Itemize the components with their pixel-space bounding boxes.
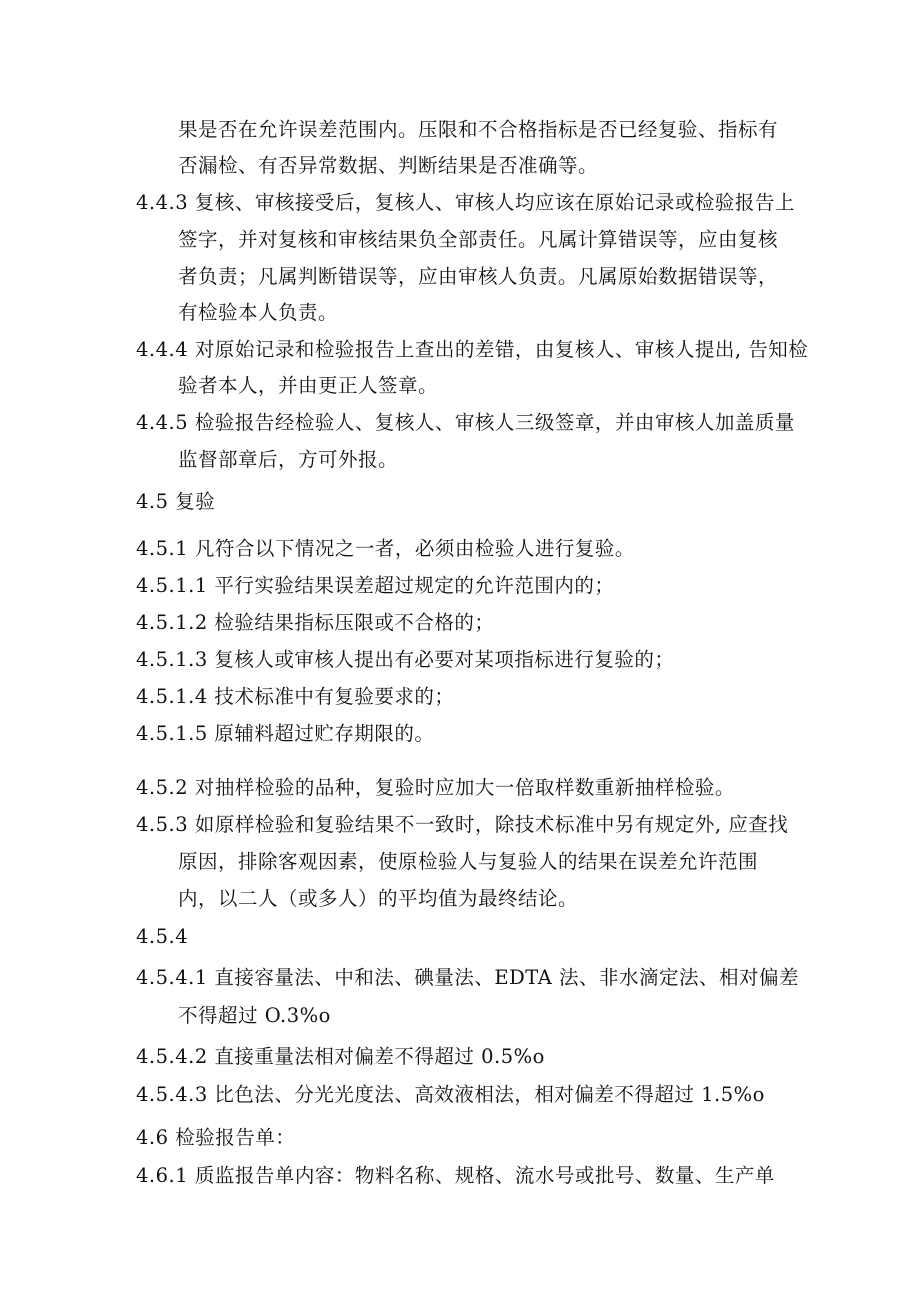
section-4-5-heading: 4.5 复验 xyxy=(136,490,216,513)
clause-4-5-1-2: 4.5.1.2 检验结果指标压限或不合格的； xyxy=(136,611,495,634)
clause-4-4-4: 4.4.4 对原始记录和检验报告上查出的差错，由复核人、审核人提出, 告知检 xyxy=(136,338,809,361)
clause-4-5-1: 4.5.1 凡符合以下情况之一者，必须由检验人进行复验。 xyxy=(136,537,635,560)
section-4-6-heading: 4.6 检验报告单： xyxy=(136,1126,296,1149)
text-line: 者负责；凡属判断错误等，应由审核人负责。凡属原始数据错误等， xyxy=(178,265,779,288)
clause-4-6-1: 4.6.1 质监报告单内容：物料名称、规格、流水号或批号、数量、生产单 xyxy=(136,1164,775,1187)
text-line: 内，以二人（或多人）的平均值为最终结论。 xyxy=(178,887,579,910)
text-line: 监督部章后，方可外报。 xyxy=(178,448,399,471)
clause-4-5-1-5: 4.5.1.5 原辅料超过贮存期限的。 xyxy=(136,722,435,745)
text-line: 有检验本人负责。 xyxy=(178,301,339,324)
clause-4-5-4-2: 4.5.4.2 直接重量法相对偏差不得超过 0.5%o xyxy=(136,1045,545,1068)
clause-4-5-1-1: 4.5.1.1 平行实验结果误差超过规定的允许范围内的； xyxy=(136,574,615,597)
clause-4-5-4: 4.5.4 xyxy=(136,925,189,948)
clause-4-4-5: 4.4.5 检验报告经检验人、复核人、审核人三级签章，并由审核人加盖质量 xyxy=(136,411,795,434)
clause-4-5-2: 4.5.2 对抽样检验的品种，复验时应加大一倍取样数重新抽样检验。 xyxy=(136,776,735,799)
clause-4-5-4-3: 4.5.4.3 比色法、分光光度法、高效液相法，相对偏差不得超过 1.5%o xyxy=(136,1083,765,1106)
clause-4-5-4-1: 4.5.4.1 直接容量法、中和法、碘量法、EDTA 法、非水滴定法、相对偏差 xyxy=(136,966,800,989)
clause-4-5-3: 4.5.3 如原样检验和复验结果不一致时，除技术标准中另有规定外, 应查找 xyxy=(136,813,789,836)
text-line: 不得超过 O.3%o xyxy=(178,1004,331,1027)
clause-4-4-3: 4.4.3 复核、审核接受后，复核人、审核人均应该在原始记录或检验报告上 xyxy=(136,191,795,214)
text-line: 否漏检、有否异常数据、判断结果是否准确等。 xyxy=(178,154,599,177)
clause-4-5-1-4: 4.5.1.4 技术标准中有复验要求的； xyxy=(136,685,455,708)
text-line: 果是否在允许误差范围内。压限和不合格指标是否已经复验、指标有 xyxy=(178,118,779,141)
text-line: 验者本人，并由更正人签章。 xyxy=(178,374,439,397)
text-line: 签字，并对复核和审核结果负全部责任。凡属计算错误等，应由复核 xyxy=(178,228,779,251)
clause-4-5-1-3: 4.5.1.3 复核人或审核人提出有必要对某项指标进行复验的； xyxy=(136,648,675,671)
text-line: 原因，排除客观因素，使原检验人与复验人的结果在误差允许范围 xyxy=(178,850,759,873)
